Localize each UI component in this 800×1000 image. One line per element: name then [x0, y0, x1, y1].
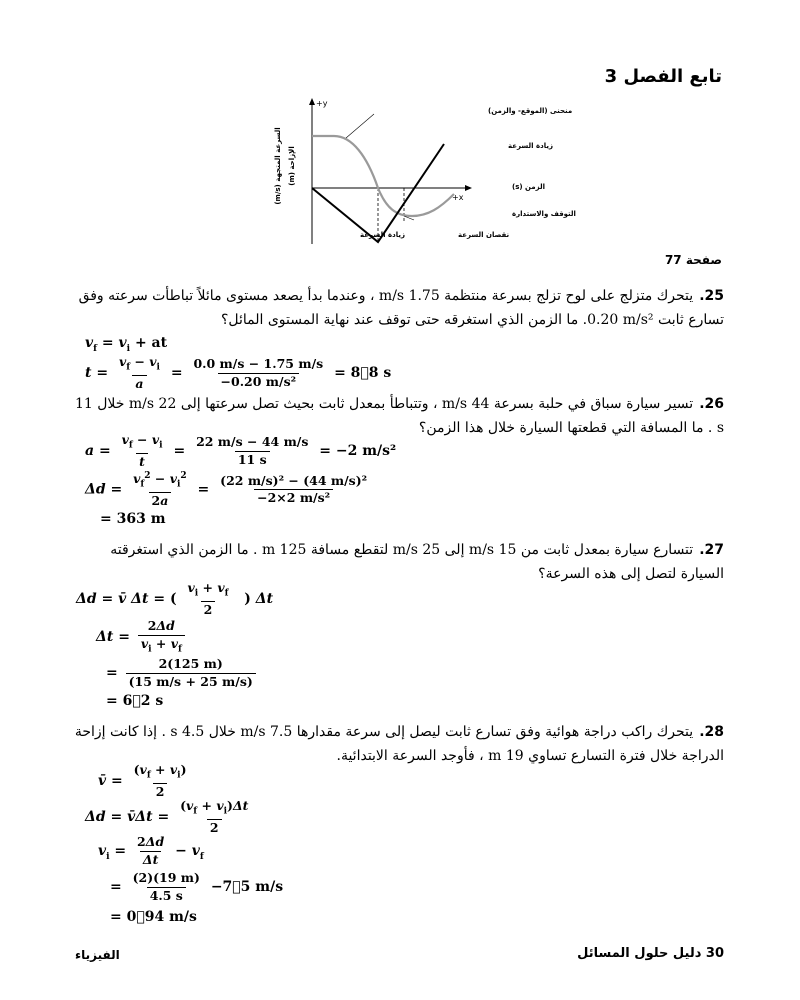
- equation-28-3: $v_i$ = $\frac{2\Delta d}{\Delta t}$ − $v_f$: [98, 834, 204, 867]
- eq-numerator: 0.0 m/s − 1.75 m/s: [193, 356, 324, 371]
- equation-28-1: v̄ = $\frac{(v_f + v_i)}{2}$: [98, 762, 187, 799]
- eq-result: = −2 m/s²: [319, 443, 397, 459]
- problem-number: 27.: [699, 542, 724, 558]
- problem-25: [64, 284, 724, 332]
- equation-27-1: Δd = v̄ Δt = ( $\frac{v_i + v_f}{2}$ ) Δt: [76, 580, 274, 617]
- equation-25-2: t = $\frac{v_f - v_i}{a}$ = $\frac{0.0 m/s - 1.75 m/s}{\text{−0.20 m/s²}}$ = 8⃞8 s: [85, 354, 392, 391]
- equation-25-1: $v_f = v_i$ + at: [85, 335, 168, 354]
- curve-leader: [346, 114, 374, 138]
- footer-book-title: 30 دليل حلول المسائل: [577, 946, 724, 961]
- problem-number: 26.: [699, 396, 724, 412]
- equation-26-2: Δd = $\frac{v_f^2 - v_i^2}{2a}$ = $\frac{\text{(22 m/s)² − (44 m/s)²}}{\text{−2×2 m/s²}}$: [85, 472, 373, 507]
- equation-28-4: = $\frac{(2)(19 m)}{4.5 s}$ −7⃞5 m/s: [110, 870, 284, 903]
- position-time-graph: [262, 96, 576, 246]
- equation-27-2: Δt = $\frac{2\Delta d}{v_i + v_f}$: [96, 620, 188, 654]
- eq-denominator: −0.20 m/s²: [218, 373, 300, 389]
- equation-26-1: a = $\frac{v_f - v_i}{t}$ = $\frac{22 m/s - 44 m/s}{11 s}$ = −2 m/s²: [85, 432, 397, 469]
- problem-27: [64, 538, 724, 586]
- y-vertical-label-displacement: الإزاحة (m): [288, 146, 296, 186]
- eq-numerator: (22 m/s)² − (44 m/s)²: [220, 472, 368, 488]
- problem-text: تسير سيارة سباق في حلبة بسرعة 44 m/s ، وتتباطأ بمعدل ثابت بحيث تصل سرعتها إلى 22 m/s خلال 11 s . ما المسافة التي قطعتها السيارة خلال هذا الزمن؟: [74, 396, 724, 436]
- eq-numerator: 22 m/s − 44 m/s: [196, 434, 309, 449]
- problem-text: يتحرك متزلج على لوح تزلج بسرعة منتظمة 1.75 m/s ، وعندما بدأ يصعد مستوى مائلاً تباطأت سرعته وفق تسارع ثابت ‎0.20 m/s²‎. ما الزمن الذي استغرقه حتى توقف عند نهاية المستوى المائل؟: [78, 288, 724, 328]
- problem-28: [64, 720, 724, 768]
- equation-28-5: = 0⃞94 m/s: [110, 909, 197, 925]
- eq-rhs: + at: [134, 335, 168, 351]
- y-axis-label: +y: [316, 99, 328, 108]
- chapter-title: تابع الفصل 3: [604, 66, 722, 87]
- eq-numerator: 2(125 m): [158, 656, 223, 671]
- problem-text: يتحرك راكب دراجة هوائية وفق تسارع ثابت ليصل إلى سرعة مقدارها 7.5 m/s خلال 4.5 s . إذا كانت إزاحة الدراجة خلال فترة التسارع تساوي 19 m ، فأوجد السرعة الابتدائية.: [74, 724, 724, 764]
- stop-turn-label: التوقف والاستدارة: [512, 210, 576, 218]
- equation-26-3: = 363 m: [100, 511, 166, 527]
- problem-number: 25.: [699, 288, 724, 304]
- eq-denominator: −2×2 m/s²: [254, 489, 333, 505]
- equation-28-2: Δd = v̄Δt = $\frac{(v_f + v_i)\Delta t}{2}$: [85, 798, 249, 835]
- eq-denominator: 11 s: [235, 451, 270, 467]
- eq-rhs: −7⃞5 m/s: [210, 879, 284, 895]
- y-vertical-label-velocity: السرعة المتجهة (m/s): [274, 127, 282, 205]
- slow-down-label: نقصان السرعة: [458, 231, 510, 239]
- eq-denominator: (15 m/s + 25 m/s): [126, 673, 256, 689]
- page-reference: صفحة 77: [664, 253, 722, 267]
- footer-subject: الفيزياء: [75, 948, 120, 962]
- speed-up-label: زيادة السرعة: [508, 142, 553, 150]
- position-curve: [312, 136, 454, 216]
- curve-label: منحنى (الموقع- والزمن): [488, 107, 573, 115]
- equation-27-4: = 6⃞2 s: [106, 693, 164, 709]
- problem-text: تتسارع سيارة بمعدل ثابت من 15 m/s إلى 25 m/s لتقطع مسافة 125 m . ما الزمن الذي استغرقته السيارة لتصل إلى هذه السرعة؟: [110, 542, 724, 582]
- eq-result: = 8⃞8 s: [334, 365, 392, 381]
- problem-26: [64, 392, 724, 440]
- speed-up-left-label: زيادة السرعة: [360, 231, 405, 239]
- problem-number: 28.: [699, 724, 724, 740]
- eq-denominator: 4.5 s: [147, 887, 186, 903]
- time-axis-label: الزمن (s): [512, 183, 546, 191]
- y-axis-arrow: [309, 98, 315, 105]
- x-axis-arrow: [465, 185, 472, 191]
- eq-numerator: (2)(19 m): [132, 870, 200, 885]
- x-axis-label: +x: [452, 193, 464, 202]
- equation-27-3: = $\frac{2(125 m)}{(15 m/s + 25 m/s)}$: [106, 658, 259, 688]
